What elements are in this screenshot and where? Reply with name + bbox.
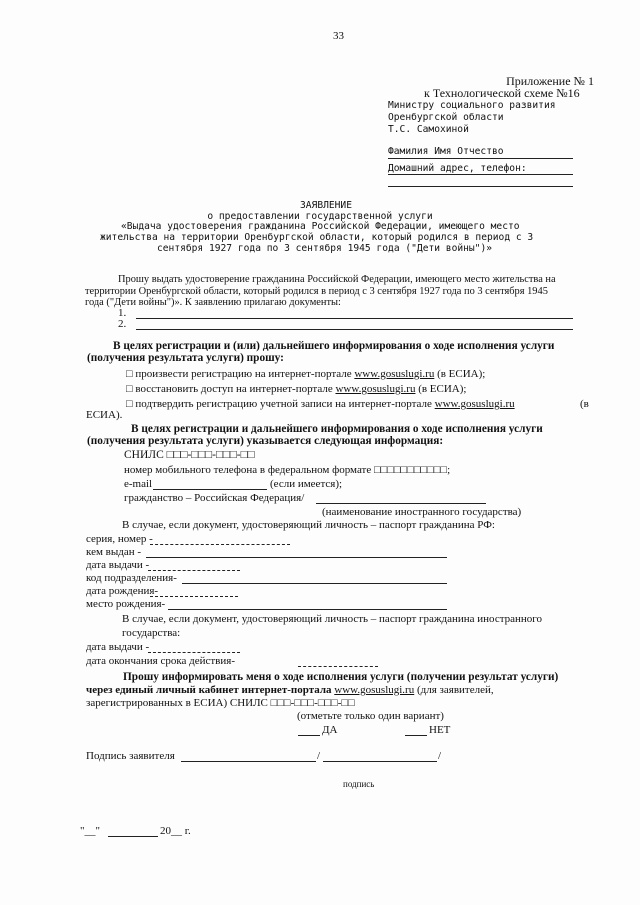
registration-option-3[interactable]: □ подтвердить регистрацию учетной записи на интернет-портале www.gosuslugi.ru — [126, 398, 515, 410]
foreign-state-line — [316, 503, 486, 504]
dept-code-line — [182, 583, 447, 584]
request-line-3: года ("Дети войны")». К заявлению прилагаю документы: — [85, 297, 341, 308]
title-word: ЗАЯВЛЕНИЕ — [300, 200, 352, 211]
issue-date-label: дата выдачи - — [86, 559, 150, 571]
expiry-label: дата окончания срока действия- — [86, 655, 235, 667]
addressee-line-2: Оренбургской области — [388, 112, 504, 123]
title-line-2: «Выдача удостоверения гражданина Российской Федерации, имеющего место — [121, 221, 520, 232]
phone-field: номер мобильного телефона в федеральном формате □□□□□□□□□□□; — [124, 464, 451, 476]
notify-line-2: через единый личный кабинет интернет-портала www.gosuslugi.ru (для заявителей, — [86, 684, 494, 696]
date-year: 20__ г. — [160, 825, 191, 837]
yes-option[interactable]: ДА — [322, 724, 338, 736]
scheme-label: к Технологической схеме №16 — [424, 86, 580, 100]
gosuslugi-link[interactable]: www.gosuslugi.ru — [434, 398, 515, 410]
expiry-line — [298, 666, 378, 667]
fio-line — [388, 158, 573, 159]
addressee-line-1: Министру социального развития — [388, 100, 556, 111]
foreign-state-note: (наименование иностранного государства) — [322, 506, 522, 518]
yes-mark-line[interactable] — [298, 735, 320, 736]
series-number-label: серия, номер - — [86, 533, 153, 545]
birth-place-line — [168, 609, 447, 610]
email-line — [153, 489, 267, 490]
title-line-1: о предоставлении государственной услуги — [207, 211, 433, 222]
request-line-2: территории Оренбургской области, который родился в период с 3 сентября 1927 года по 3 сентября 1945 — [85, 286, 548, 297]
registration-option-2[interactable]: □ восстановить доступ на интернет-портале www.gosuslugi.ru (в ЕСИА); — [126, 383, 467, 395]
birth-date-label: дата рождения- — [86, 585, 159, 597]
dept-code-label: код подразделения- — [86, 572, 177, 584]
appendix-label: Приложение № 1 — [506, 74, 594, 88]
registration-option-3-end: ЕСИА). — [86, 409, 123, 421]
date-month-line — [108, 836, 158, 837]
date-quote: "__" — [80, 825, 100, 837]
notify-line-1: Прошу информировать меня о ходе исполнения услуги (получении результат услуги) — [123, 671, 559, 683]
document-item-2: 2. — [118, 318, 127, 330]
info-heading-1: В целях регистрации и дальнейшего информирования о ходе исполнения услуги — [131, 423, 543, 435]
snils-field: СНИЛС □□□-□□□-□□□-□□ — [124, 449, 255, 461]
citizenship-field: гражданство – Российская Федерация/ — [124, 492, 305, 504]
document-line-1 — [136, 318, 573, 319]
no-option[interactable]: НЕТ — [429, 724, 451, 736]
registration-option-1[interactable]: □ произвести регистрацию на интернет-портале www.gosuslugi.ru (в ЕСИА); — [126, 368, 486, 380]
notify-line-3: зарегистрированных в ЕСИА) СНИЛС □□□-□□□-□□□-□□ — [86, 697, 355, 709]
address-line-1 — [388, 174, 573, 175]
gosuslugi-link[interactable]: www.gosuslugi.ru — [354, 368, 435, 380]
passport-rf-intro: В случае, если документ, удостоверяющий личность – паспорт гражданина РФ: — [122, 519, 495, 531]
info-heading-2: (получения результата услуги) указывается следующая информация: — [87, 435, 444, 447]
address-line-2 — [388, 186, 573, 187]
registration-heading-1: В целях регистрации и (или) дальнейшего информирования о ходе исполнения услуги — [113, 340, 555, 352]
signature-slash-1: / — [317, 750, 321, 762]
signature-name-line — [323, 761, 437, 762]
passport-foreign-intro-2: государства: — [122, 627, 181, 639]
addressee-line-3: Т.С. Самохиной — [388, 124, 469, 135]
email-label: e-mail — [124, 478, 153, 490]
signature-label: Подпись заявителя — [86, 750, 175, 762]
address-label: Домашний адрес, телефон: — [388, 163, 527, 174]
request-line-1: Прошу выдать удостоверение гражданина Российской Федерации, имеющего место жительства на — [118, 274, 556, 285]
birth-date-line — [150, 596, 238, 597]
document-line-2 — [136, 329, 573, 330]
email-note: (если имеется); — [270, 478, 343, 490]
title-line-4: сентября 1927 года по 3 сентября 1945 года ("Дети войны")» — [157, 243, 493, 254]
foreign-issue-date-label: дата выдачи - — [86, 641, 150, 653]
gosuslugi-link[interactable]: www.gosuslugi.ru — [334, 684, 415, 696]
title-line-3: жительства на территории Оренбургской области, который родился в период с 3 — [100, 232, 534, 243]
issued-by-label: кем выдан - — [86, 546, 142, 558]
birth-place-label: место рождения- — [86, 598, 166, 610]
issue-date-line — [148, 570, 240, 571]
page-number: 33 — [333, 30, 344, 42]
passport-foreign-intro-1: В случае, если документ, удостоверяющий личность – паспорт гражданина иностранного — [122, 613, 543, 625]
signature-slash-2: / — [438, 750, 442, 762]
foreign-issue-date-line — [148, 652, 240, 653]
fio-label: Фамилия Имя Отчество — [388, 146, 504, 157]
registration-option-3-tail: (в — [580, 398, 589, 410]
choice-note: (отметьте только один вариант) — [297, 710, 444, 722]
signature-sub: подпись — [343, 779, 375, 789]
no-mark-line[interactable] — [405, 735, 427, 736]
document-item-1: 1. — [118, 307, 127, 319]
issued-by-line — [146, 557, 447, 558]
signature-line — [181, 761, 316, 762]
gosuslugi-link[interactable]: www.gosuslugi.ru — [335, 383, 416, 395]
registration-heading-2: (получения результата услуги) прошу: — [87, 352, 284, 364]
series-number-line — [150, 544, 290, 545]
